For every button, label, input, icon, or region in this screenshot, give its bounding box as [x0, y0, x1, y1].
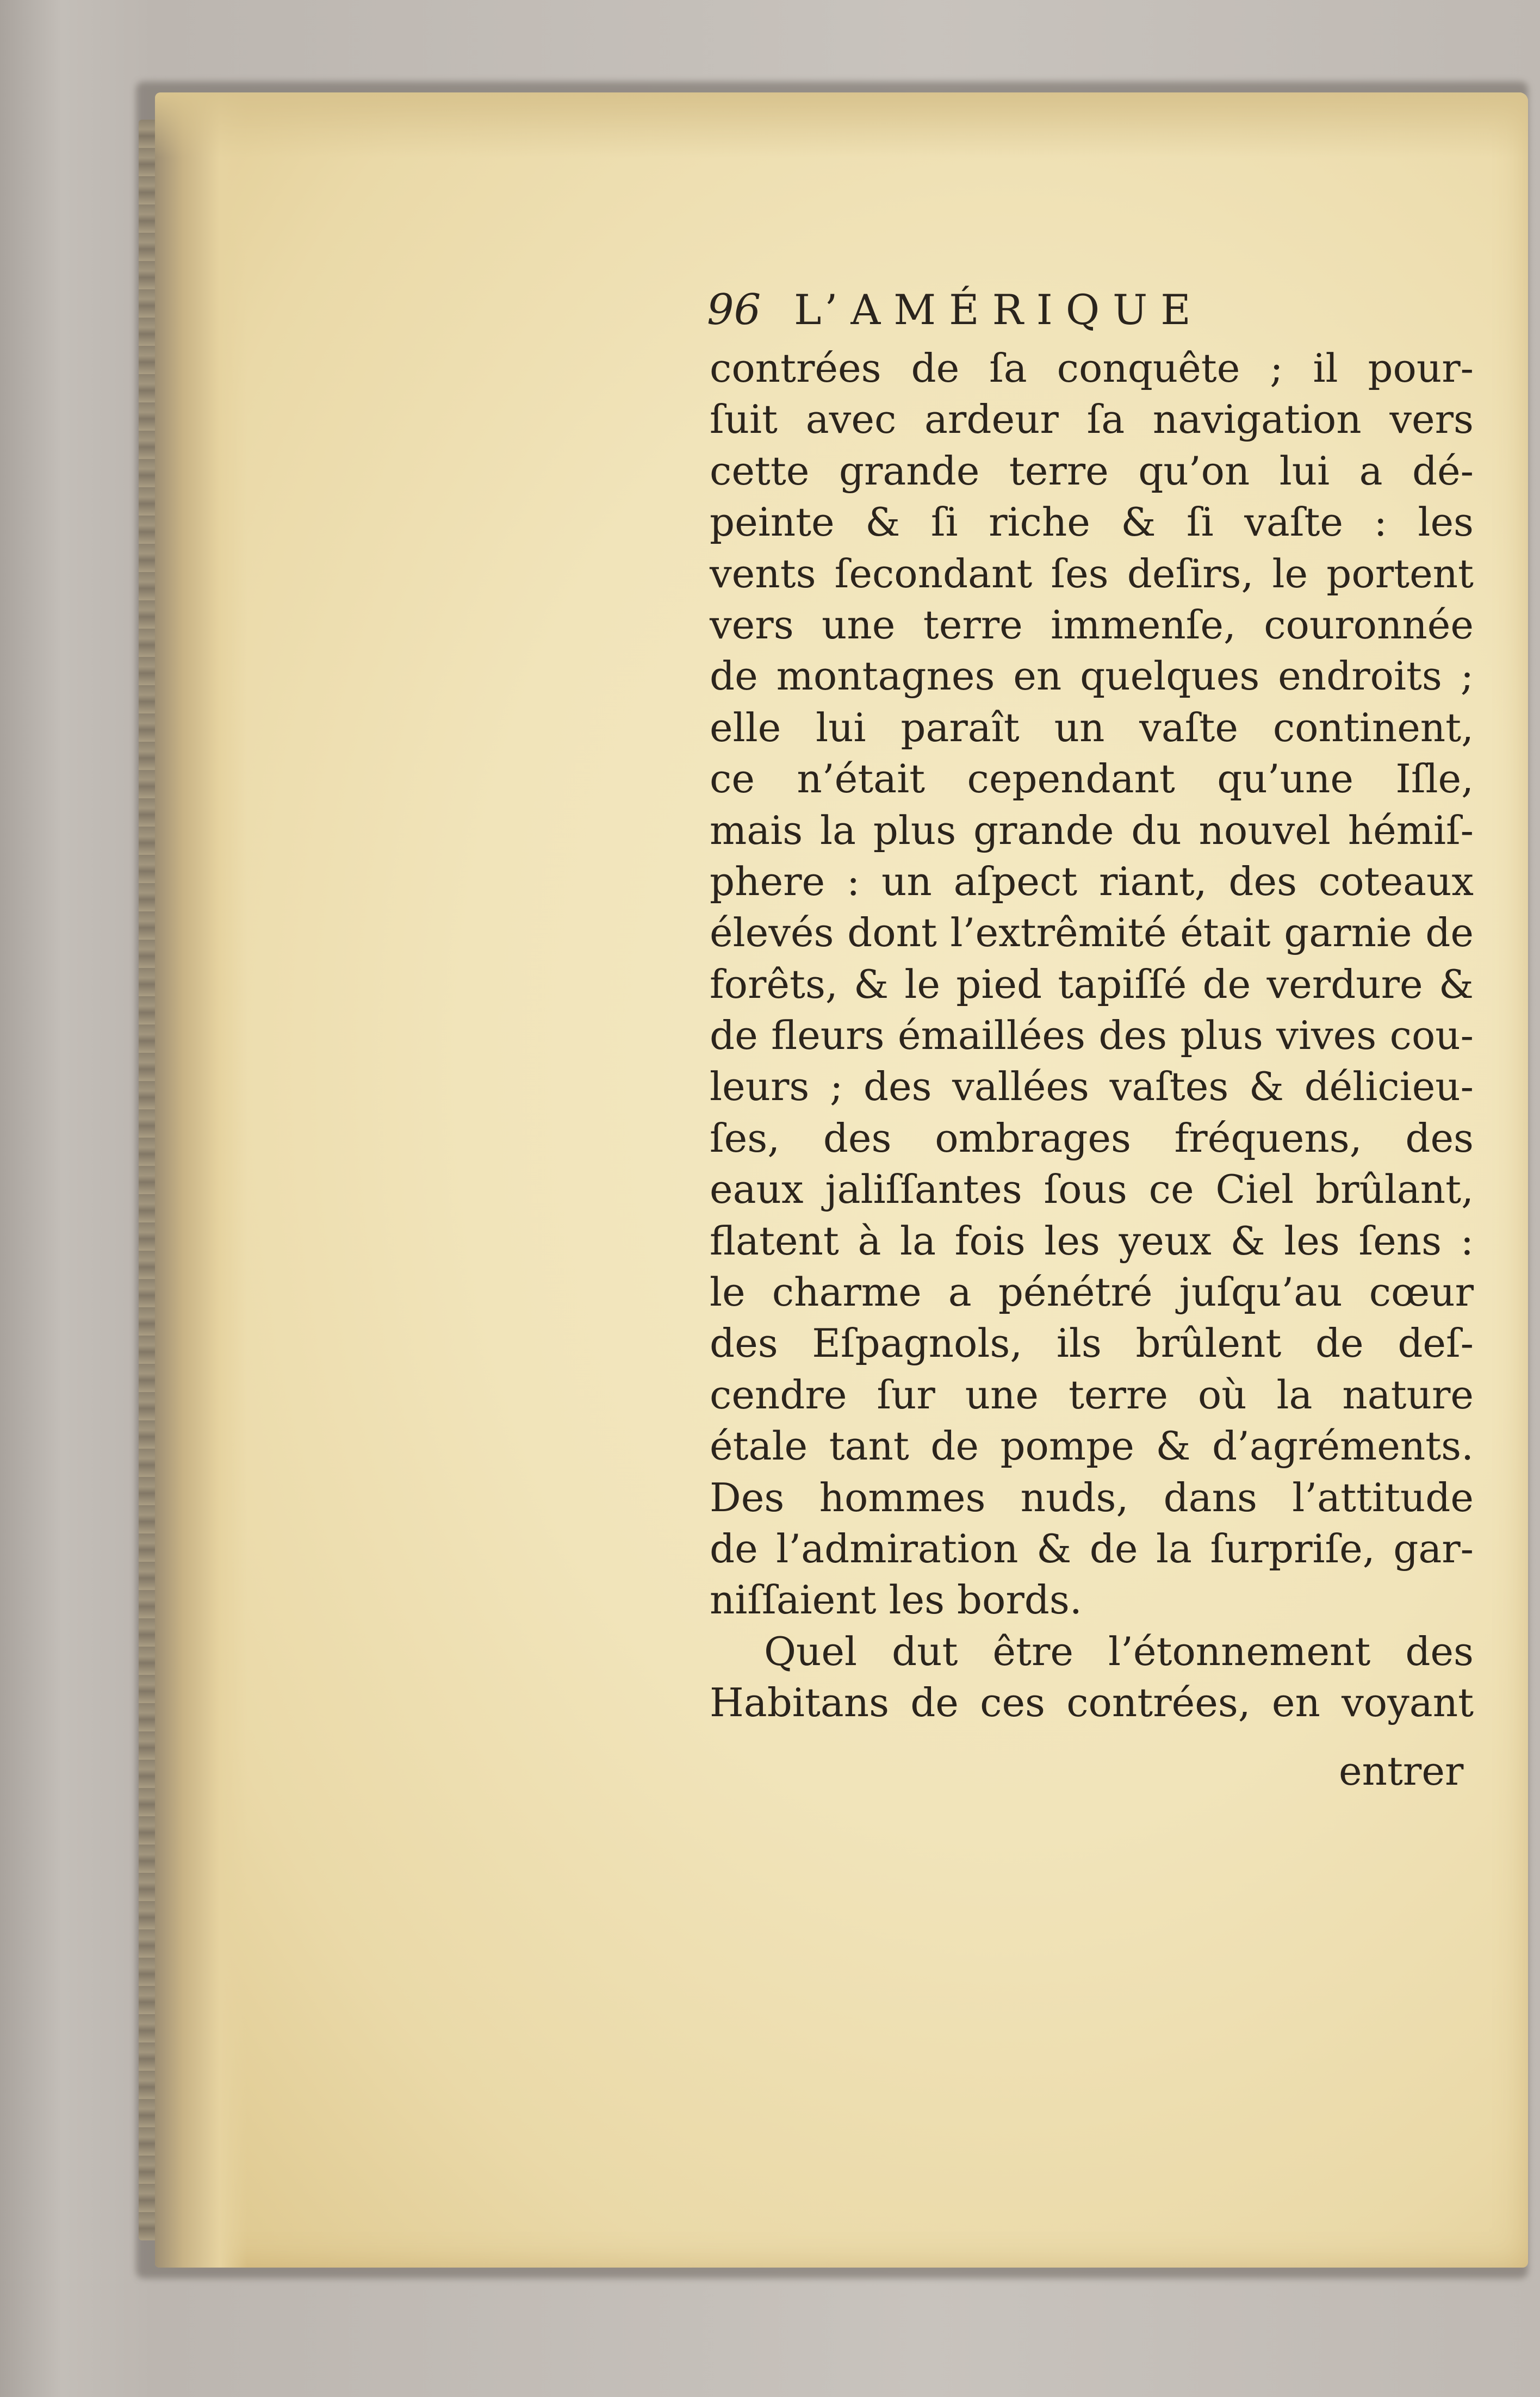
catchword: entrer: [1339, 1748, 1464, 1794]
text-line: ce n’était cependant qu’une Iſle,: [710, 756, 1474, 802]
text-line: ſes, des ombrages fréquens, des: [710, 1115, 1474, 1161]
text-line: de l’admiration & de la ſurpriſe, gar-: [710, 1525, 1474, 1572]
text-line: vers une terre immenſe, couronnée: [710, 601, 1474, 648]
running-head: [707, 285, 1365, 340]
text-line: Des hommes nuds, dans l’attitude: [710, 1474, 1474, 1520]
text-line: élevés dont l’extrêmité était garnie de: [710, 910, 1474, 956]
running-title: L’AMÉRIQUE: [794, 285, 1204, 334]
body-text: [710, 343, 1474, 1729]
text-line: cendre ſur une terre où la nature: [710, 1371, 1474, 1418]
text-line: de fleurs émaillées des plus vives cou-: [710, 1013, 1474, 1059]
text-line: de montagnes en quelques endroits ;: [710, 653, 1474, 699]
text-line: Habitans de ces contrées, en voyant: [710, 1680, 1474, 1726]
text-line: phere : un aſpect riant, des coteaux: [710, 858, 1474, 904]
text-line: leurs ; des vallées vaſtes & délicieu-: [710, 1064, 1474, 1110]
text-line: ſuit avec ardeur ſa navigation vers: [710, 396, 1474, 443]
text-line: eaux jaliſſantes ſous ce Ciel brûlant,: [710, 1166, 1474, 1213]
page-number: 96: [707, 285, 761, 334]
text-line: Quel dut être l’étonnement des: [764, 1628, 1474, 1674]
text-line: peinte & ſi riche & ſi vaſte : les: [710, 499, 1474, 545]
text-line: vents ſecondant ſes deſirs, le portent: [710, 550, 1474, 597]
text-line: des Eſpagnols, ils brûlent de deſ-: [710, 1320, 1474, 1367]
text-line: forêts, & le pied tapiſſé de verdure &: [710, 961, 1474, 1007]
text-line: niſſaient les bords.: [710, 1577, 1082, 1623]
text-line: cette grande terre qu’on lui a dé-: [710, 448, 1474, 494]
text-line: flatent à la fois les yeux & les ſens :: [710, 1218, 1474, 1264]
text-line: contrées de ſa conquête ; il pour-: [710, 345, 1474, 391]
text-line: elle lui paraît un vaſte continent,: [710, 704, 1474, 750]
text-line: étale tant de pompe & d’agréments.: [710, 1423, 1474, 1469]
text-line: mais la plus grande du nouvel hémiſ-: [710, 807, 1474, 853]
text-line: le charme a pénétré juſqu’au cœur: [710, 1269, 1474, 1315]
